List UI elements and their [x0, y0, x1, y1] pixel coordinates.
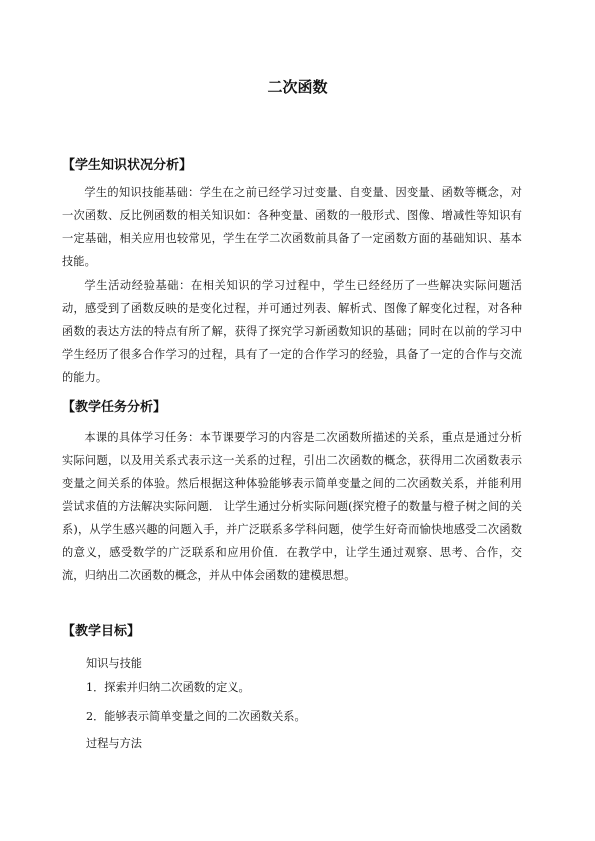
- section-heading-teaching-goals: 【教学目标】: [62, 624, 141, 639]
- paragraph-activity-experience: 学生活动经验基础：在相关知识的学习过程中，学生已经经历了一些解决实际问题活动，感受到了函数反映的是变化过程，并可通过列表、解析式、图像了解变化过程，对各种函数的表达方法的特点有所了解，获得了探究学习新函数知识的基础；同时在以前的学习中学生经历了很多合作学习的过程，具有了一定的合作学习的经验，具备了一定的合作与交流的能力。: [62, 279, 522, 384]
- section-heading-task-analysis: 【教学任务分析】: [62, 400, 167, 415]
- section-heading-student-analysis: 【学生知识状况分析】: [62, 158, 193, 173]
- goal-subheading-process-methods: 过程与方法: [86, 737, 142, 750]
- document-title: 二次函数: [267, 78, 328, 96]
- goal-subheading-knowledge-skills: 知识与技能: [86, 657, 142, 670]
- paragraph-knowledge-foundation: 学生的知识技能基础：学生在之前已经学习过变量、自变量、因变量、函数等概念，对一次函数、反比例函数的相关知识如：各种变量、函数的一般形式、图像、增减性等知识有一定基础，相关应用也较常见，学生在学二次函数前具备了一定函数方面的基础知识、基本技能。: [62, 186, 522, 268]
- paragraph-learning-task: 本课的具体学习任务：本节课要学习的内容是二次函数所描述的关系，重点是通过分析实际问题，以及用关系式表示这一关系的过程，引出二次函数的概念，获得用二次函数表示变量之间关系的体验。然后根据这种体验能够表示简单变量之间的二次函数关系，并能利用尝试求值的方法解决实际问题． 让学生通过分析实际问题(探究橙子的数量与橙子树之间的关系)，从学生感兴趣的问题入手，并广泛联系多学科问题，使学生好奇而愉快地感受二次函数的意义，感受数学的广泛联系和应用价值．在教学中，让学生通过观察、思考、合作，交流，归纳出二次函数的概念，并从中体会函数的建模思想。: [62, 431, 522, 582]
- goal-item-1: 1．探索并归纳二次函数的定义。: [86, 681, 250, 694]
- goal-item-2: 2．能够表示简单变量之间的二次函数关系。: [86, 710, 306, 723]
